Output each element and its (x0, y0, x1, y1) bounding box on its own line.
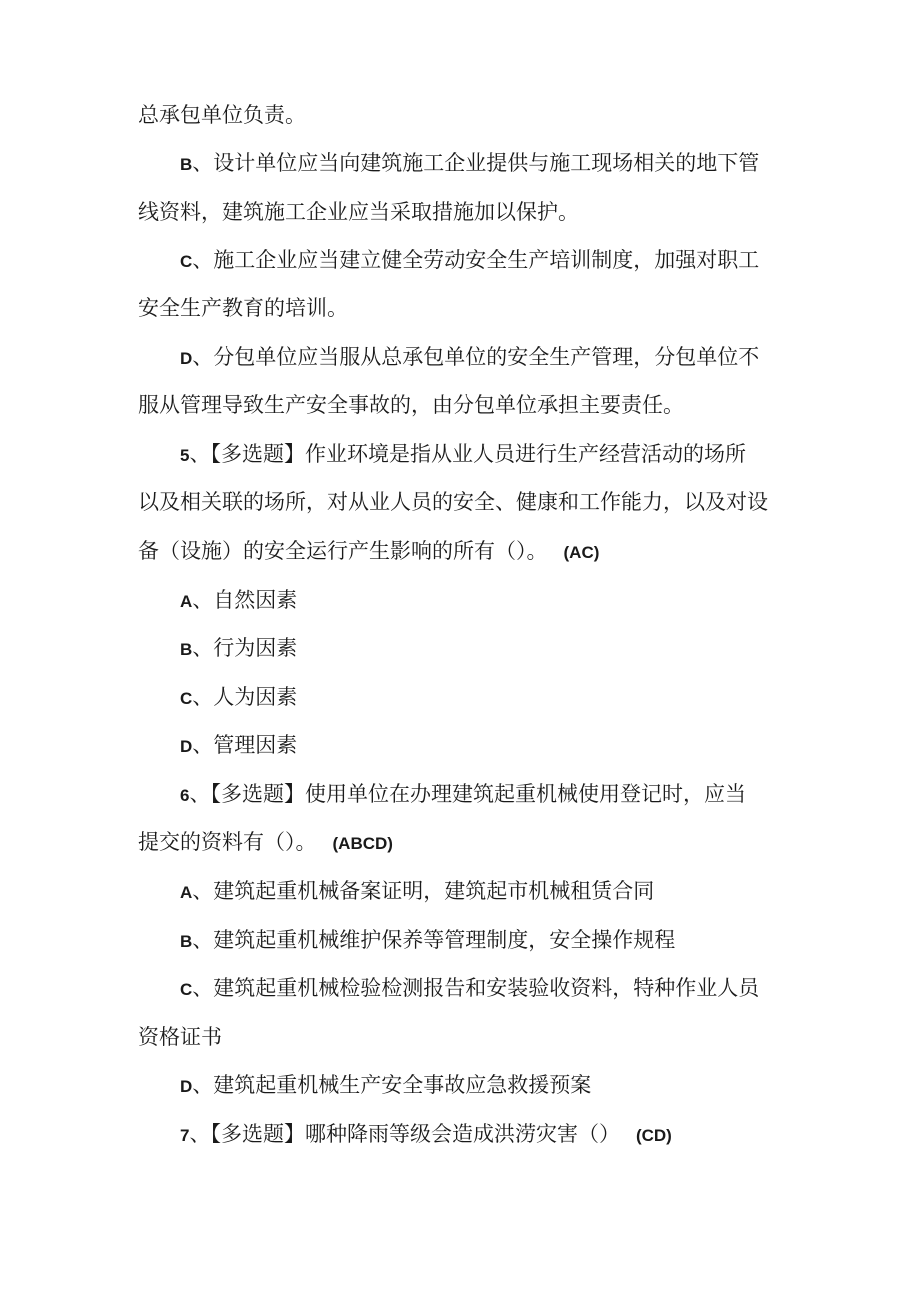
option-label: A (180, 883, 193, 902)
question-number: 7 (180, 1126, 190, 1145)
option-separator: 、 (192, 1073, 214, 1097)
question-5-stem (180, 439, 746, 471)
option-separator: 、 (192, 345, 214, 369)
option-separator: 、 (192, 248, 214, 272)
option-text: 自然因素 (213, 588, 298, 612)
option-text: 管理因素 (213, 733, 298, 757)
question-type: 【多选题】 (210, 782, 305, 806)
q5-option-a (180, 585, 297, 617)
option-text: 建筑起重机械生产安全事故应急救援预案 (213, 1073, 592, 1097)
q6-option-b (180, 925, 675, 957)
question-number: 5 (180, 446, 190, 465)
q4-option-d-continued: 服从管理导致生产安全事故的，由分包单位承担主要责任。 (138, 393, 684, 417)
q6-option-d (180, 1070, 591, 1102)
option-separator: 、 (192, 879, 214, 903)
option-text: 行为因素 (213, 636, 298, 660)
option-label: D (180, 349, 193, 368)
q4-option-b (180, 148, 759, 180)
option-text: 建筑起重机械检验检测报告和安装验收资料，特种作业人员 (213, 976, 760, 1000)
option-label: D (180, 737, 193, 756)
option-label: C (180, 252, 193, 271)
q6-option-c-continued: 资格证书 (138, 1025, 222, 1049)
question-separator: 、 (189, 442, 211, 466)
option-separator: 、 (192, 976, 214, 1000)
option-label: D (180, 1077, 193, 1096)
option-label: A (180, 592, 193, 611)
option-separator: 、 (192, 636, 214, 660)
q6-option-a (180, 876, 654, 908)
q6-option-c (180, 973, 759, 1005)
q4-option-c-continued: 安全生产教育的培训。 (138, 296, 348, 320)
option-separator: 、 (192, 588, 214, 612)
q5-option-d (180, 730, 297, 762)
option-text: 设计单位应当向建筑施工企业提供与施工现场相关的地下管 (213, 151, 760, 175)
option-label: B (180, 155, 193, 174)
question-type: 【多选题】 (210, 442, 305, 466)
option-separator: 、 (192, 928, 214, 952)
q5-option-c (180, 682, 297, 714)
option-separator: 、 (192, 685, 214, 709)
option-text: 分包单位应当服从总承包单位的安全生产管理，分包单位不 (213, 345, 760, 369)
question-5-stem-line-3: 备（设施）的安全运行产生影响的所有（）。 (AC) (138, 539, 600, 563)
question-text: 使用单位在办理建筑起重机械使用登记时，应当 (304, 782, 746, 806)
question-7-stem (180, 1119, 672, 1151)
question-text: 作业环境是指从业人员进行生产经营活动的场所 (304, 442, 746, 466)
option-text: 施工企业应当建立健全劳动安全生产培训制度，加强对职工 (213, 248, 760, 272)
question-answer: (AC) (563, 543, 600, 562)
question-5-stem-line-2: 以及相关联的场所，对从业人员的安全、健康和工作能力，以及对设 (138, 490, 768, 514)
q5-option-b (180, 633, 297, 665)
question-answer: (CD) (635, 1126, 672, 1145)
option-label: C (180, 689, 193, 708)
option-label: B (180, 932, 193, 951)
option-label: B (180, 640, 193, 659)
question-text: 哪种降雨等级会造成洪涝灾害（） (304, 1122, 620, 1146)
q4-option-d (180, 342, 759, 374)
question-separator: 、 (189, 1122, 211, 1146)
q4-option-c (180, 245, 759, 277)
question-6-stem (180, 779, 746, 811)
option-separator: 、 (192, 733, 214, 757)
option-label: C (180, 980, 193, 999)
question-type: 【多选题】 (210, 1122, 305, 1146)
intro-tail-text: 总承包单位负责。 (138, 103, 306, 127)
option-text: 建筑起重机械维护保养等管理制度，安全操作规程 (213, 928, 676, 952)
question-separator: 、 (189, 782, 211, 806)
option-text: 建筑起重机械备案证明，建筑起市机械租赁合同 (213, 879, 655, 903)
question-answer: (ABCD) (332, 834, 393, 853)
question-6-stem-line-2: 提交的资料有（）。 (ABCD) (138, 830, 393, 854)
question-number: 6 (180, 786, 190, 805)
q4-option-b-continued: 线资料，建筑施工企业应当采取措施加以保护。 (138, 200, 579, 224)
option-separator: 、 (192, 151, 214, 175)
option-text: 人为因素 (213, 685, 298, 709)
